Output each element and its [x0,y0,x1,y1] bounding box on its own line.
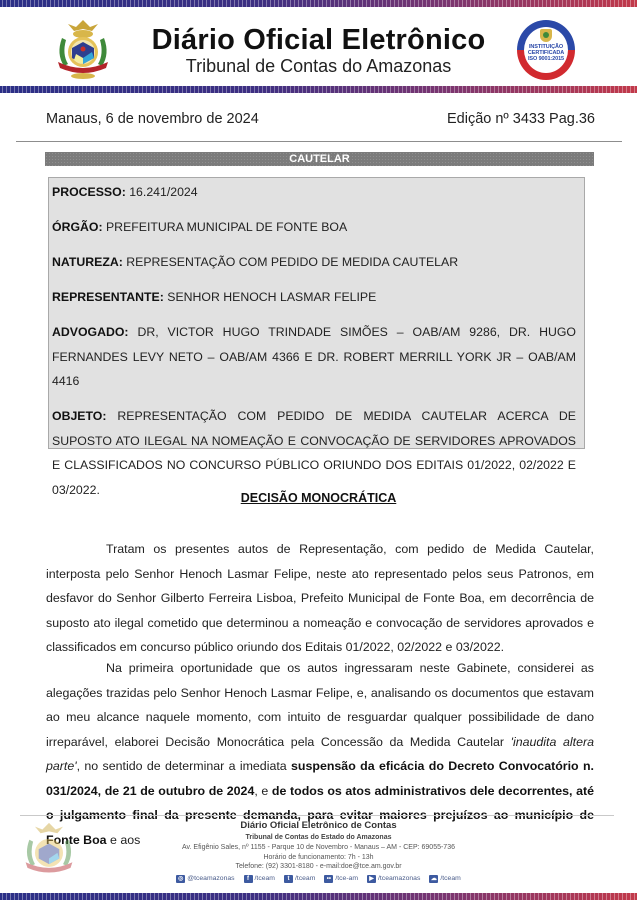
decision-paragraph-1 [46,537,594,660]
edition-page-number: Edição nº 3433 Pag.36 [447,111,595,127]
info-label: REPRESENTANTE: [52,290,164,304]
seal-crest-icon [540,29,552,42]
info-label: NATUREZA: [52,255,123,269]
case-info-box [48,177,585,497]
flickr-icon: •• [324,875,333,883]
paragraph-text: Tratam os presentes autos de Representação, com pedido de Medida Cautelar, interposta pelo Senhor Henoch Lasmar Felipe, neste ato representado pelos seus Patronos, em desfavor do Senhor Gilberto Ferreira Lisboa, Prefeito Municipal de Fonte Boa, em decorrência de suposto ato ilegal cometido que determinou a nomeação e convocação de servidores aprovados e classificados em concurso público oriundo dos Editais 01/2022, 02/2022 e 03/2022. [46,542,594,654]
info-value: REPRESENTAÇÃO COM PEDIDO DE MEDIDA CAUTELAR ACERCA DE SUPOSTO ATO ILEGAL NA NOMEAÇÃO E CONVOCAÇÃO DE SERVIDORES APROVADOS E CLASSIFICADOS NO CONCURSO PÚBLICO ORIUNDO DOS EDITAIS 01/2022, 02/2022 E 03/2022. [52,409,576,497]
info-representante [52,285,576,310]
paragraph-text: Na primeira oportunidade que os autos ingressaram neste Gabinete, considerei as alegações trazidas pelo Senhor Henoch Lasmar Felipe, e, analisando os documentos que estavam ao meu alcance naquele momento, com intuito de resguardar qualquer possibilidade de dano irreparável, elaborei Decisão Monocrática pela Concessão da Medida Cautelar [46,661,594,749]
paragraph-text: , e [254,783,272,798]
info-processo [52,180,576,205]
certified-institution-seal [517,20,575,80]
section-heading-bar [45,152,594,166]
footer-decorative-stripe [0,893,637,900]
header-bottom-stripe [0,86,637,93]
footer-divider [20,815,614,816]
masthead-title: Diário Oficial Eletrônico [151,24,486,56]
instagram-icon: ◎ [178,875,184,882]
footer-title: Diário Oficial Eletrônico de Contas [240,820,397,831]
bold-emphasis: de todos os atos administrativos dele decorrentes, até o julgamento final da presente demanda, para evitar maiores prejuízos ao município de Fonte Boa [46,783,595,847]
decision-title: DECISÃO MONOCRÁTICA [240,491,397,505]
info-value: 16.241/2024 [129,185,198,199]
bold-emphasis: suspensão da eficácia do Decreto Convocatório n. 031/2024, de 21 de outubro de 2024 [46,759,594,798]
footer-info [0,820,637,883]
paragraph-text: , no sentido de determinar a imediata [76,759,292,773]
latin-phrase: 'inaudita altera parte' [46,734,594,773]
info-advogado [52,320,576,394]
info-natureza [52,250,576,275]
info-orgao [52,215,576,240]
section-title: CAUTELAR [289,153,350,165]
paragraph-text: e aos [106,832,141,847]
info-value: SENHOR HENOCH LASMAR FELIPE [167,290,377,304]
facebook-icon: f [244,875,253,883]
header-decorative-stripe [0,0,637,7]
social-links [0,875,637,883]
social-link-soundcloud[interactable]: ☁ /tceam [430,875,461,882]
info-label: PROCESSO: [52,185,126,199]
info-value: PREFEITURA MUNICIPAL DE FONTE BOA [105,220,348,234]
masthead-subtitle: Tribunal de Contas do Amazonas [185,56,452,76]
social-link-flickr[interactable]: •• /tce-am [324,875,358,883]
footer-address: Av. Efigênio Sales, nº 1155 - Parque 10 de Novembro - Manaus – AM - CEP: 69055-736 [182,844,455,851]
info-label: OBJETO: [52,409,107,423]
seal-certification-text: INSTITUIÇÃO CERTIFICADA ISO 9001:2015 [527,44,565,62]
info-value: REPRESENTAÇÃO COM PEDIDO DE MEDIDA CAUTELAR [126,255,459,269]
publication-place-date: Manaus, 6 de novembro de 2024 [46,111,259,127]
social-link-youtube[interactable]: ▶ /tceamazonas [367,875,420,883]
footer-org: Tribunal de Contas do Estado do Amazonas [245,834,392,841]
header-divider [16,141,622,142]
soundcloud-icon: ☁ [430,875,437,882]
info-label: ADVOGADO: [52,325,129,339]
info-value: DR, VICTOR HUGO TRINDADE SIMÕES – OAB/AM 9286, DR. HUGO FERNANDES LEVY NETO – OAB/AM 4366 E DR. ROBERT MERRILL YORK JR – OAB/AM 4416 [52,325,576,388]
footer-hours: Horário de funcionamento: 7h - 13h [263,853,374,861]
youtube-icon: ▶ [367,875,376,883]
info-objeto [52,404,576,502]
info-label: ÓRGÃO: [52,220,103,234]
social-link-twitter[interactable]: t /tceam [284,875,315,883]
social-link-instagram[interactable]: ◎ @tceamazonas [178,875,235,882]
social-link-facebook[interactable]: f /tceam [244,875,275,883]
footer-contact: Telefone: (92) 3301-8180 - e-mail:doe@tce.am.gov.br [235,863,402,870]
twitter-icon: t [284,875,293,883]
